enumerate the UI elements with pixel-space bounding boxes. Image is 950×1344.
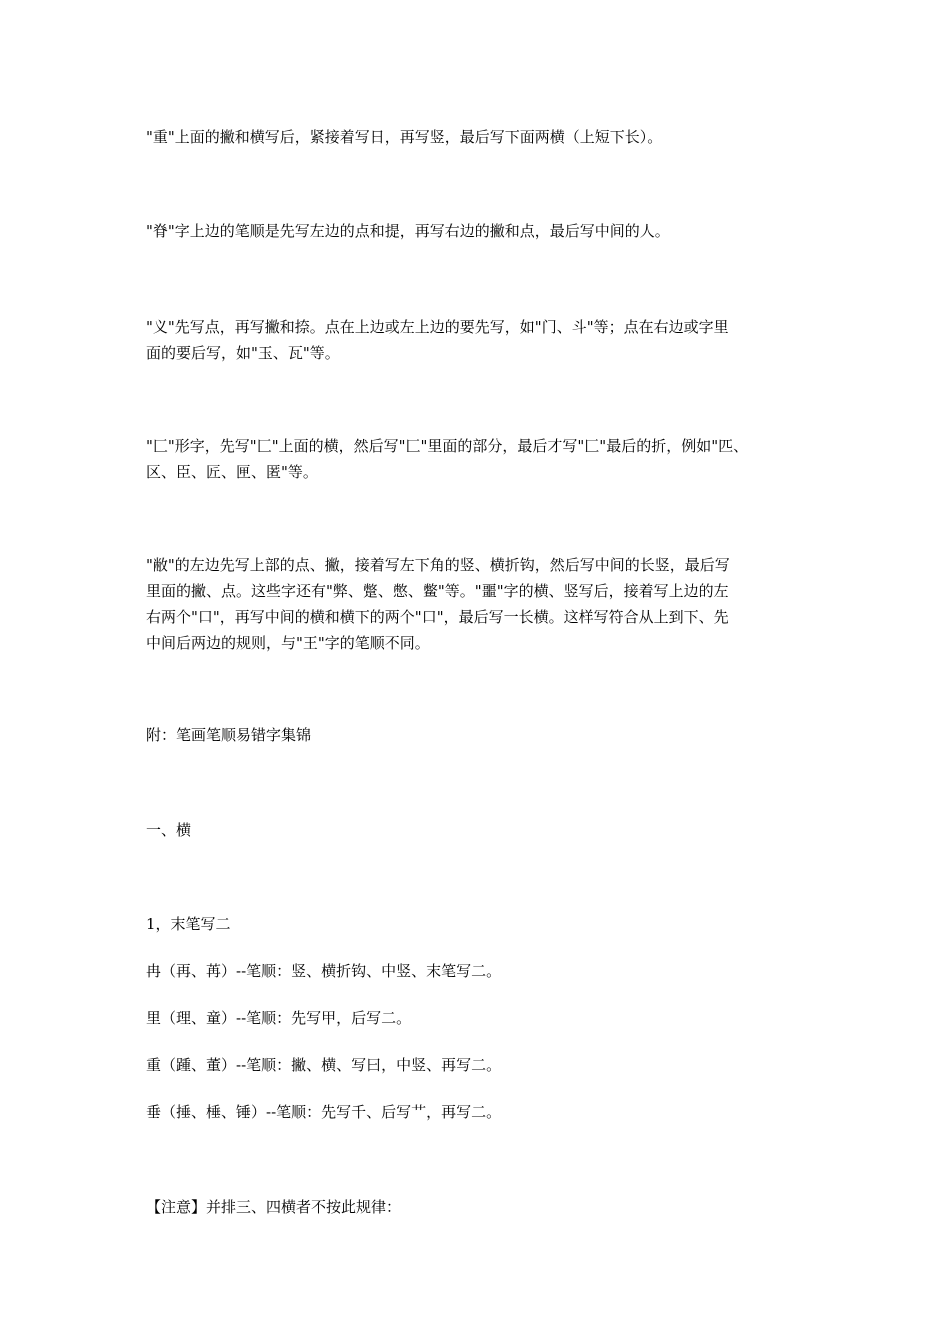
text-line: "重"上面的撇和横写后，紧接着写日，再写竖，最后写下面两横（上短下长）。 xyxy=(146,128,663,146)
paragraph-ji-stroke-order xyxy=(146,218,826,244)
text-line: 中间后两边的规则，与"王"字的笔顺不同。 xyxy=(146,634,430,652)
section-heading-heng xyxy=(146,817,826,843)
example-item-zhong xyxy=(146,1052,826,1078)
paragraph-bi-e-stroke-order xyxy=(146,552,826,656)
text-line: 垂（捶、棰、锤）--笔顺：先写千、后写艹，再写二。 xyxy=(146,1103,502,1121)
text-line: "敝"的左边先写上部的点、撇，接着写左下角的竖、横折钩，然后写中间的长竖，最后写 xyxy=(146,556,730,574)
text-line: 1，末笔写二 xyxy=(146,915,231,933)
appendix-heading xyxy=(146,722,826,748)
text-line: 里（理、童）--笔顺：先写甲，后写二。 xyxy=(146,1009,412,1027)
text-line: "义"先写点，再写撇和捺。点在上边或左上边的要先写，如"门、斗"等；点在右边或字里 xyxy=(146,318,729,336)
text-line: "脊"字上边的笔顺是先写左边的点和提，再写右边的撇和点，最后写中间的人。 xyxy=(146,222,670,240)
text-line: 里面的撇、点。这些字还有"弊、蹩、憋、鳖"等。"噩"字的横、竖写后，接着写上边的左 xyxy=(146,582,729,600)
text-line: 【注意】并排三、四横者不按此规律： xyxy=(146,1198,402,1216)
example-item-li xyxy=(146,1005,826,1031)
text-line: "匚"形字，先写"匚"上面的横，然后写"匚"里面的部分，最后才写"匚"最后的折，例如"匹、 xyxy=(146,437,749,455)
text-line: 附：笔画笔顺易错字集锦 xyxy=(146,726,312,744)
text-line: 重（踵、董）--笔顺：撇、横、写曰，中竖、再写二。 xyxy=(146,1056,502,1074)
example-item-ran xyxy=(146,958,826,984)
text-line: 面的要后写，如"玉、瓦"等。 xyxy=(146,344,340,362)
text-line: 一、横 xyxy=(146,821,192,839)
text-line: 冉（再、苒）--笔顺：竖、横折钩、中竖、末笔写二。 xyxy=(146,962,502,980)
note-paragraph xyxy=(146,1194,826,1220)
paragraph-yi-stroke-order xyxy=(146,314,826,366)
subsection-heading-last-stroke xyxy=(146,911,826,937)
paragraph-zhong-stroke-order xyxy=(146,124,826,150)
text-line: 右两个"口"，再写中间的横和横下的两个"口"，最后写一长横。这样写符合从上到下、先 xyxy=(146,608,729,626)
text-line: 区、臣、匠、匣、匿"等。 xyxy=(146,463,318,481)
paragraph-fang-radical-stroke-order xyxy=(146,433,826,485)
example-item-chui xyxy=(146,1099,826,1125)
